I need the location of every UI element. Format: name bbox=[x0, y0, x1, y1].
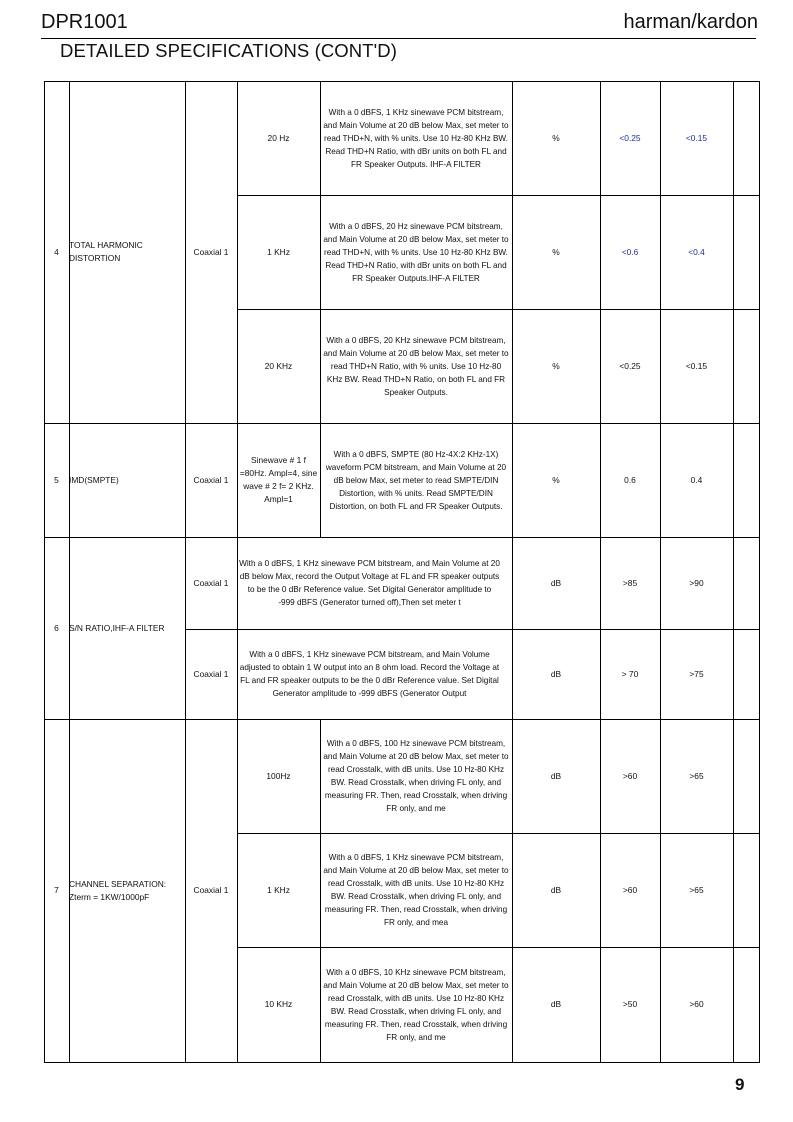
test-condition: With a 0 dBFS, 1 KHz sinewave PCM bitstream, and Main Volume adjusted to obtain 1 W output into an 8 ohm load. Record the Voltage at FL and FR speaker outputs to be the 0 dBr Reference value. Set Digital Generator amplitude to -999 dBFS (Generator Output bbox=[239, 650, 500, 698]
min-value: <0.25 bbox=[619, 132, 641, 143]
item-number: 7 bbox=[54, 885, 59, 895]
page-title: DETAILED SPECIFICATIONS (CONT'D) bbox=[60, 40, 398, 61]
input-source: Coaxial 1 bbox=[193, 885, 229, 895]
min-value: >60 bbox=[622, 770, 638, 781]
unit: % bbox=[552, 246, 560, 257]
unit: % bbox=[552, 474, 560, 485]
unit: dB bbox=[550, 577, 562, 588]
unit: dB bbox=[550, 999, 562, 1009]
test-frequency: 1 KHz bbox=[267, 884, 290, 895]
test-condition: With a 0 dBFS, 1 KHz sinewave PCM bitstream, and Main Volume at 20 dB below Max, set meter to read THD+N, with % units. Use 10 Hz-80 KHz BW. Read THD+N Ratio, with dBr units on both FL and FR Speaker Outputs. IHF-A FILTER bbox=[323, 107, 509, 169]
test-frequency: Sinewave # 1 f =80Hz. Ampl=4, sine wave # 2 f= 2 KHz. Ampl=1 bbox=[239, 455, 318, 504]
test-condition: With a 0 dBFS, 100 Hz sinewave PCM bitstream, and Main Volume at 20 dB below Max, set meter to read Crosstalk, with dB units. Use 10 Hz-80 KHz BW. Read Crosstalk, when driving FL only, and measuring FR. Then, read Crosstalk, when driving FR only, and me bbox=[323, 739, 509, 813]
typ-value: >65 bbox=[689, 884, 704, 895]
unit: dB bbox=[550, 884, 562, 895]
min-value: > 70 bbox=[621, 668, 639, 679]
typ-value: >90 bbox=[689, 577, 704, 588]
test-frequency: 20 Hz bbox=[267, 132, 290, 143]
header-rule bbox=[41, 38, 756, 39]
min-value: <0.25 bbox=[619, 360, 641, 371]
input-source: Coaxial 1 bbox=[193, 577, 229, 588]
spare bbox=[733, 195, 759, 309]
page-number: 9 bbox=[735, 1075, 745, 1094]
min-value: >50 bbox=[622, 999, 638, 1009]
document-id: DPR1001 bbox=[41, 11, 128, 33]
spare bbox=[733, 81, 759, 195]
spare bbox=[733, 423, 759, 537]
parameter-name: IMD(SMPTE) bbox=[69, 474, 119, 485]
test-condition: With a 0 dBFS, 20 KHz sinewave PCM bitstream, and Main Volume at 20 dB below Max, set meter to read THD+N Ratio, with % units. Use 10 Hz-80 KHz BW. Read THD+N Ratio, on both FL and FR Speaker Outputs. bbox=[323, 335, 509, 397]
spec-table bbox=[44, 81, 759, 1062]
typ-value: <0.15 bbox=[685, 360, 708, 371]
test-frequency: 20 KHz bbox=[264, 360, 293, 371]
min-value: >60 bbox=[622, 884, 638, 895]
test-frequency: 1 KHz bbox=[267, 246, 290, 257]
unit: % bbox=[552, 360, 560, 371]
typ-value: <0.4 bbox=[688, 246, 705, 257]
min-value: 0.6 bbox=[624, 474, 636, 485]
unit: % bbox=[552, 132, 560, 143]
item-number: 4 bbox=[54, 246, 59, 257]
brand-name: harman/kardon bbox=[623, 11, 758, 33]
parameter-name: TOTAL HARMONIC DISTORTION bbox=[69, 240, 143, 263]
table-border-right bbox=[759, 81, 760, 1062]
spare bbox=[733, 947, 759, 1062]
test-frequency: 100Hz bbox=[266, 770, 291, 781]
input-source: Coaxial 1 bbox=[193, 668, 229, 679]
test-condition: With a 0 dBFS, 1 KHz sinewave PCM bitstream, and Main Volume at 20 dB below Max, set meter to read Crosstalk, with dB units. Use 10 Hz-80 KHz BW. Read Crosstalk, when driving FL only, and measuring FR. Then, read Crosstalk, when driving FR only, and mea bbox=[323, 853, 509, 927]
test-condition: With a 0 dBFS, 1 KHz sinewave PCM bitstream, and Main Volume at 20 dB below Max, record the Output Voltage at FL and FR speaker outputs to be the 0 dBr Reference value. Set Digital Generator amplitude to -999 dBFS (Generator turned off),Then set meter t bbox=[239, 559, 500, 607]
spare bbox=[733, 629, 759, 719]
test-condition: With a 0 dBFS, SMPTE (80 Hz-4X:2 KHz-1X) waveform PCM bitstream, and Main Volume at 20 dB below Max, set meter to read SMPTE/DIN Distortion, with % units. Read SMPTE/DIN Distortion, on both FL and FR Speaker Outputs. bbox=[325, 449, 507, 511]
min-value: >85 bbox=[622, 577, 638, 588]
test-condition: With a 0 dBFS, 10 KHz sinewave PCM bitstream, and Main Volume at 20 dB below Max, set meter to read Crosstalk, with dB units. Use 10 Hz-80 KHz BW. Read Crosstalk, when driving FL only, and measuring FR. Then, read Crosstalk, when driving FR only, and me bbox=[323, 967, 509, 1042]
item-number: 5 bbox=[54, 474, 59, 485]
input-source: Coaxial 1 bbox=[193, 474, 229, 485]
typ-value: >75 bbox=[689, 668, 704, 679]
parameter-name: S/N RATIO,IHF-A FILTER bbox=[69, 622, 165, 633]
spare bbox=[733, 719, 759, 833]
typ-value: >60 bbox=[689, 999, 704, 1009]
parameter-name: CHANNEL SEPARATION: Zterm = 1KW/1000pF bbox=[69, 878, 167, 902]
unit: dB bbox=[550, 668, 562, 679]
spare bbox=[733, 833, 759, 947]
unit: dB bbox=[550, 770, 562, 781]
typ-value: >65 bbox=[689, 770, 704, 781]
typ-value: <0.15 bbox=[685, 132, 708, 143]
table-border-bottom bbox=[44, 1062, 760, 1063]
spare bbox=[733, 537, 759, 629]
item-number: 6 bbox=[54, 622, 59, 633]
test-condition: With a 0 dBFS, 20 Hz sinewave PCM bitstream, and Main Volume at 20 dB below Max, set meter to read THD+N, with % units. Use 10 Hz-80 KHz BW. Read THD+N Ratio, with dBr units on both FL and FR Speaker Outputs.IHF-A FILTER bbox=[323, 221, 509, 283]
min-value: <0.6 bbox=[621, 246, 639, 257]
typ-value: 0.4 bbox=[690, 474, 703, 485]
input-source: Coaxial 1 bbox=[193, 246, 229, 257]
spare bbox=[733, 309, 759, 423]
test-frequency: 10 KHz bbox=[264, 999, 293, 1009]
